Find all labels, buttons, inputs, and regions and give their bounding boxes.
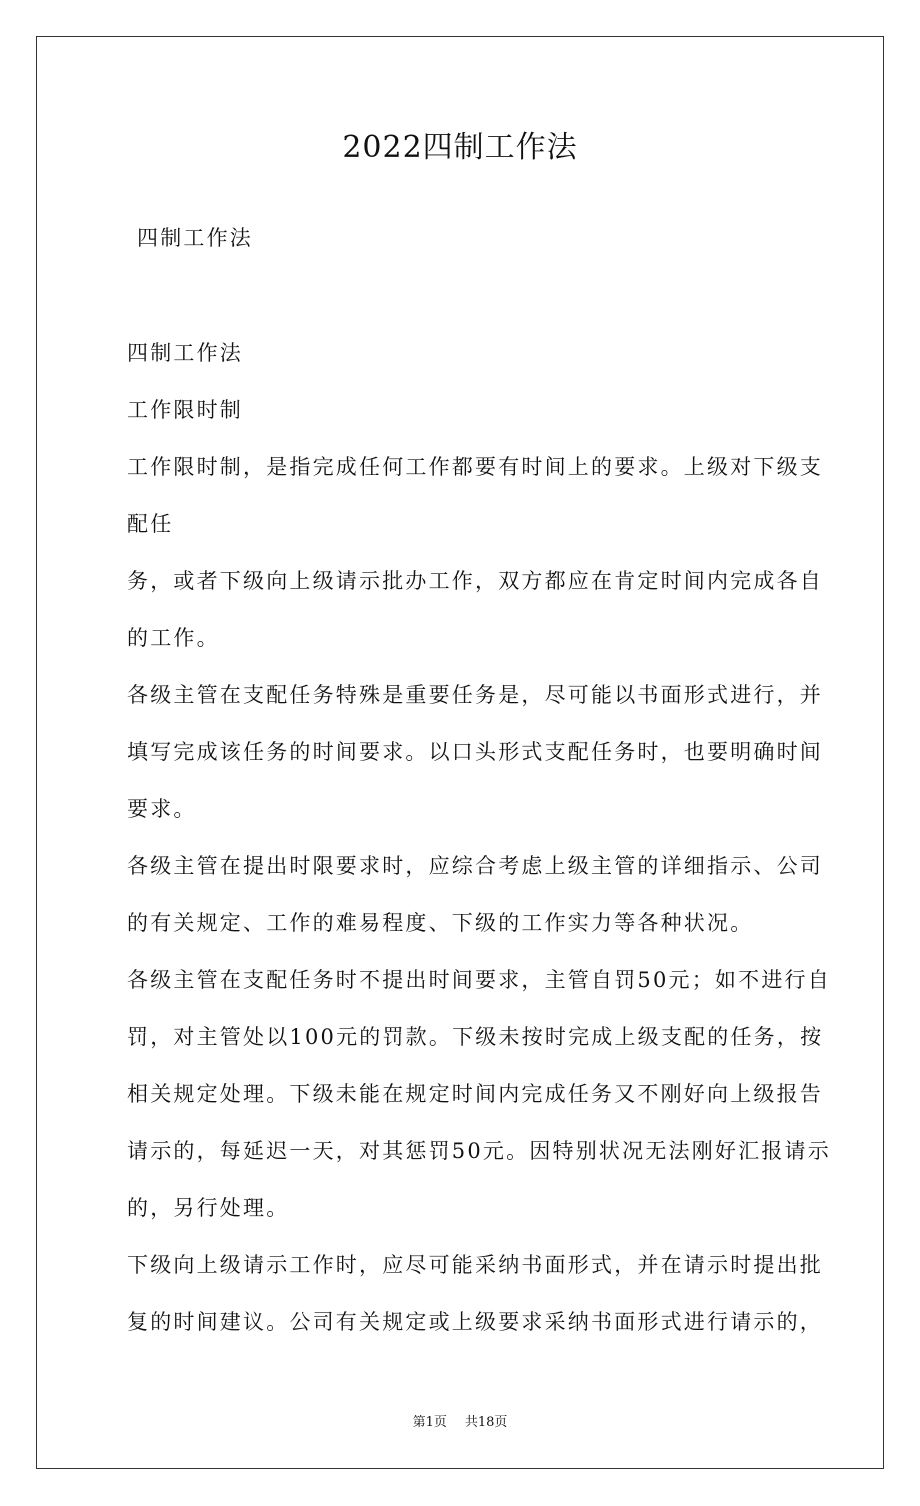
paragraph-line: 复的时间建议。公司有关规定或上级要求采纳书面形式进行请示的， <box>127 1310 823 1334</box>
document-subtitle: 四制工作法 <box>137 226 253 250</box>
paragraph-line: 四制工作法 <box>127 341 243 365</box>
paragraph-line: 的，另行处理。 <box>127 1196 290 1220</box>
paragraph-line: 相关规定处理。下级未能在规定时间内完成任务又不刚好向上级报告 <box>127 1082 823 1106</box>
paragraph-line: 工作限时制，是指完成任何工作都要有时间上的要求。上级对下级支 <box>127 455 823 479</box>
paragraph-line: 各级主管在支配任务特殊是重要任务是，尽可能以书面形式进行，并 <box>127 683 823 707</box>
page-number: 第1页 <box>412 1415 447 1430</box>
paragraph-line: 各级主管在支配任务时不提出时间要求，主管自罚50元；如不进行自 <box>127 968 831 992</box>
paragraph-line: 罚，对主管处以100元的罚款。下级未按时完成上级支配的任务，按 <box>127 1025 824 1049</box>
paragraph-line: 填写完成该任务的时间要求。以口头形式支配任务时，也要明确时间 <box>127 740 823 764</box>
paragraph-line: 各级主管在提出时限要求时，应综合考虑上级主管的详细指示、公司 <box>127 854 823 878</box>
paragraph-line: 务，或者下级向上级请示批办工作，双方都应在肯定时间内完成各自 <box>127 569 823 593</box>
paragraph-line: 的有关规定、工作的难易程度、下级的工作实力等各种状况。 <box>127 911 754 935</box>
page-footer <box>36 1414 884 1432</box>
paragraph-line: 工作限时制 <box>127 398 243 422</box>
page-total: 共18页 <box>464 1415 508 1430</box>
paragraph-line: 配任 <box>127 512 174 536</box>
paragraph-line: 要求。 <box>127 797 197 821</box>
paragraph-line: 的工作。 <box>127 626 220 650</box>
paragraph-line: 下级向上级请示工作时，应尽可能采纳书面形式，并在请示时提出批 <box>127 1253 823 1277</box>
paragraph-line: 请示的，每延迟一天，对其惩罚50元。因特别状况无法刚好汇报请示 <box>127 1139 831 1163</box>
document-title: 2022四制工作法 <box>342 130 578 165</box>
